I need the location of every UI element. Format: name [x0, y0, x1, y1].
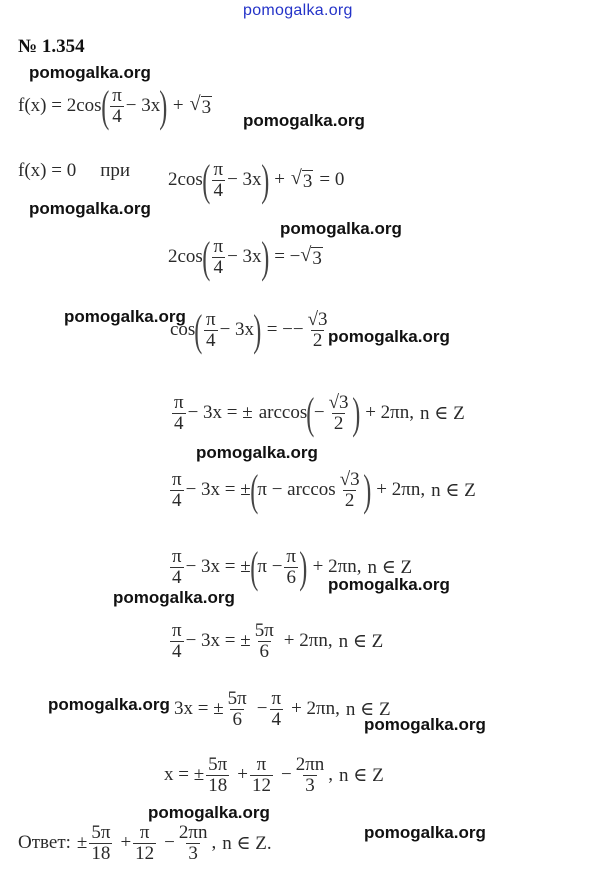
equation-4: $\frac{\pi}{4}$ − 3x = ± arccos ( − $\frac{√3}{2}$ ) + 2πn , n ∈ Z	[174, 388, 465, 438]
watermark: pomogalka.org	[243, 111, 365, 130]
equation-2: 2cos ( $\frac{\pi}{4}$ − 3x ) = − √ 3	[168, 232, 322, 282]
right-paren: )	[159, 81, 168, 131]
equation-1: 2cos ( $\frac{\pi}{4}$ − 3x ) + √ 3 = 0	[168, 155, 345, 205]
sqrt: √ 3	[189, 93, 212, 119]
answer: Ответ: ± $\frac{5\pi}{18}$ + $\frac{\pi}{12}$ − $\frac{2\pi n}{3}$ , n ∈ Z.	[18, 822, 272, 864]
watermark: pomogalka.org	[148, 803, 270, 822]
answer-label: Ответ:	[18, 832, 71, 854]
problem-number: № 1.354	[18, 36, 85, 57]
condition: f(x) = 0 при	[18, 160, 131, 181]
watermark: pomogalka.org	[48, 695, 170, 714]
watermark: pomogalka.org	[113, 588, 235, 607]
equation-3: cos ( $\frac{\pi}{4}$ − 3x ) = −− $\frac{√3}{2}$	[170, 305, 328, 355]
equation-6: $\frac{\pi}{4}$ − 3x = ± ( π − $\frac{\pi}{6}$ ) + 2πn , n ∈ Z	[172, 542, 413, 592]
pri-word: при	[100, 160, 131, 181]
watermark: pomogalka.org	[364, 823, 486, 842]
watermark: pomogalka.org	[64, 307, 186, 326]
function-definition: f(x) = 2cos ( $\frac{\pi}{4}$ − 3x ) + √ 3	[18, 81, 212, 131]
left-paren: (	[100, 81, 109, 131]
fraction: $\frac{\pi}{4}$	[112, 85, 122, 127]
equation-9: x = ± $\frac{5\pi}{18}$ + $\frac{\pi}{12}$ − $\frac{2\pi n}{3}$ , n ∈ Z	[164, 754, 384, 796]
equation-8: 3x = ± $\frac{5\pi}{6}$ − $\frac{\pi}{4}$ + 2πn , n ∈ Z	[174, 688, 391, 730]
watermark: pomogalka.org	[364, 715, 486, 734]
watermark: pomogalka.org	[280, 219, 402, 238]
watermark: pomogalka.org	[196, 443, 318, 462]
watermark-top: pomogalka.org	[243, 2, 353, 19]
term: − 3x	[125, 95, 161, 117]
watermark: pomogalka.org	[29, 199, 151, 218]
f-label: f(x) = 2cos	[18, 95, 102, 117]
watermark: pomogalka.org	[29, 63, 151, 82]
watermark: pomogalka.org	[328, 575, 450, 594]
equation-5: $\frac{\pi}{4}$ − 3x = ± ( π − arccos $\frac{√3}{2}$ ) + 2πn , n ∈ Z	[172, 465, 476, 515]
watermark: pomogalka.org	[328, 327, 450, 346]
equation-7: $\frac{\pi}{4}$ − 3x = ± $\frac{5\pi}{6}$ + 2πn , n ∈ Z	[172, 620, 384, 662]
